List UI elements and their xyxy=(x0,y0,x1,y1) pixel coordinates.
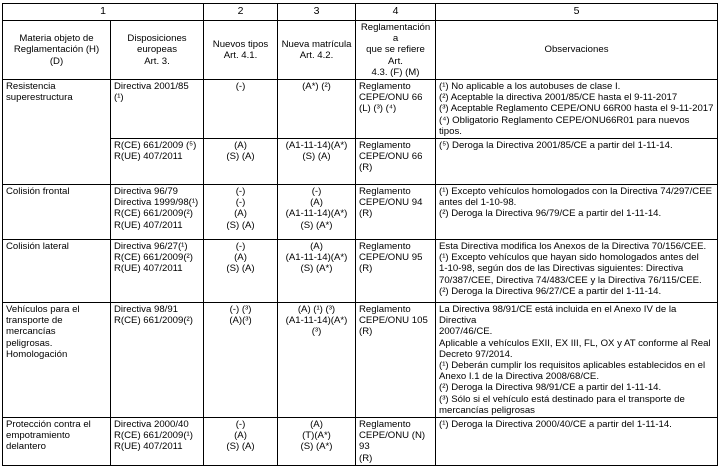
column-number-5: 5 xyxy=(436,4,718,21)
cell-reglamento: Reglamento CEPE/ONU 94 (R) xyxy=(356,185,436,240)
header-nueva-matricula: Nueva matrícula Art. 4.2. xyxy=(278,21,356,80)
column-number-4: 4 xyxy=(356,4,436,21)
cell-reglamento: Reglamento CEPE/ONU 66 (L) (³) (⁴) xyxy=(356,80,436,139)
cell-nuevos-tipos: (-) (A) (S) (A) xyxy=(204,240,278,303)
table-row-resistencia-1 xyxy=(3,80,718,139)
cell-observaciones: La Directiva 98/91/CE está incluida en el Anexo IV de la Directiva 2007/46/CE. Aplicable a vehículos EXII, EX III, FL, OX y AT conforme al Real Decreto 97/2014. (¹) Deberán cumplir los requisitos aplicables establecidos en el Anexo I.1 de la Directiva 2008/68/CE. (²) Deroga la Directiva 98/91/CE a partir del 1-11-14. (³) Sólo si el vehículo está destinado para el transporte de mercancías peligrosas xyxy=(436,303,718,418)
cell-materia: Vehículos para el transporte de mercancías peligrosas. Homologación xyxy=(3,303,111,418)
table-row-mercancias-peligrosas xyxy=(3,303,718,418)
cell-nuevos-tipos: (-) xyxy=(204,80,278,139)
cell-disposiciones: Directiva 98/91 R(CE) 661/2009(²) xyxy=(111,303,204,418)
table-row-colision-frontal xyxy=(3,185,718,240)
table-row-empotramiento-delantero xyxy=(3,418,718,466)
cell-nueva-matricula: (A*) (²) xyxy=(278,80,356,139)
cell-observaciones: (¹) Excepto vehículos homologados con la Directiva 74/297/CEE antes del 1-10-98. (²) Deroga la Directiva 96/79/CE a partir del 1-11-14. xyxy=(436,185,718,240)
cell-observaciones: Esta Directiva modifica los Anexos de la Directiva 70/156/CEE. (¹) Excepto vehículos que hayan sido homologados antes del 1-10-98, según dos de las Directivas siguientes: Directiva 70/387/CEE, Directiva 74/483/CEE y la Directiva 76/115/CEE. (²) Deroga la Directiva 96/27/CE a partir del 1-11-14. xyxy=(436,240,718,303)
cell-disposiciones: R(CE) 661/2009 (⁵) R(UE) 407/2011 xyxy=(111,139,204,185)
cell-reglamento: Reglamento CEPE/ONU 66 (R) xyxy=(356,139,436,185)
header-materia: Materia objeto de Reglamentación (H) (D) xyxy=(3,21,111,80)
regulation-table-wrapper xyxy=(2,3,718,466)
cell-disposiciones: Directiva 2001/85 (¹) xyxy=(111,80,204,139)
cell-nueva-matricula: (A) (T)(A*) (S) (A*) xyxy=(278,418,356,466)
cell-observaciones: (⁵) Deroga la Directiva 2001/85/CE a partir del 1-11-14. xyxy=(436,139,718,185)
cell-reglamento: Reglamento CEPE/ONU 105 (R) xyxy=(356,303,436,418)
cell-nuevos-tipos: (A) (S) (A) xyxy=(204,139,278,185)
cell-reglamento: Reglamento CEPE/ONU (N) 93 (R) xyxy=(356,418,436,466)
table-row-resistencia-2 xyxy=(3,139,718,185)
cell-materia: Colisión frontal xyxy=(3,185,111,240)
cell-nuevos-tipos: (-) (A) (S) (A) xyxy=(204,418,278,466)
cell-nueva-matricula: (A) (A1-11-14)(A*) (S) (A*) xyxy=(278,240,356,303)
cell-observaciones: (¹) No aplicable a los autobuses de clase I. (²) Aceptable la directiva 2001/85/CE hasta el 9-11-2017 (³) Aceptable Reglamento CEPE/ONU 66R00 hasta el 9-11-2017 (⁴) Obligatorio Reglamento CEPE/ONU66R01 para nuevos tipos. xyxy=(436,80,718,139)
cell-nuevos-tipos: (-) (-) (A) (S) (A) xyxy=(204,185,278,240)
cell-disposiciones: Directiva 2000/40 R(CE) 661/2009(¹) R(UE) 407/2011 xyxy=(111,418,204,466)
regulation-table xyxy=(2,3,718,466)
header-row xyxy=(3,21,718,80)
cell-materia: Resistencia superestructura xyxy=(3,80,111,185)
cell-nueva-matricula: (-) (A) (A1-11-14)(A*) (S) (A*) xyxy=(278,185,356,240)
cell-nueva-matricula: (A) (¹) (³) (A1-11-14)(A*)(³) xyxy=(278,303,356,418)
cell-nuevos-tipos: (-) (³) (A)(³) xyxy=(204,303,278,418)
header-observaciones: Observaciones xyxy=(436,21,718,80)
cell-disposiciones: Directiva 96/27(¹) R(CE) 661/2009(²) R(UE) 407/2011 xyxy=(111,240,204,303)
column-number-1: 1 xyxy=(3,4,204,21)
column-number-row xyxy=(3,4,718,21)
cell-materia: Colisión lateral xyxy=(3,240,111,303)
cell-reglamento: Reglamento CEPE/ONU 95 (R) xyxy=(356,240,436,303)
cell-disposiciones: Directiva 96/79 Directiva 1999/98(¹) R(CE) 661/2009(²) R(UE) 407/2011 xyxy=(111,185,204,240)
column-number-2: 2 xyxy=(204,4,278,21)
column-number-3: 3 xyxy=(278,4,356,21)
header-nuevos-tipos: Nuevos tipos Art. 4.1. xyxy=(204,21,278,80)
header-disposiciones: Disposiciones europeas Art. 3. xyxy=(111,21,204,80)
header-reglamentacion: Reglamentación a que se refiere Art. 4.3. (F) (M) xyxy=(356,21,436,80)
cell-observaciones: (¹) Deroga la Directiva 2000/40/CE a partir del 1-11-14. xyxy=(436,418,718,466)
cell-nueva-matricula: (A1-11-14)(A*) (S) (A) xyxy=(278,139,356,185)
cell-materia: Protección contra el empotramiento delantero xyxy=(3,418,111,466)
table-row-colision-lateral xyxy=(3,240,718,303)
